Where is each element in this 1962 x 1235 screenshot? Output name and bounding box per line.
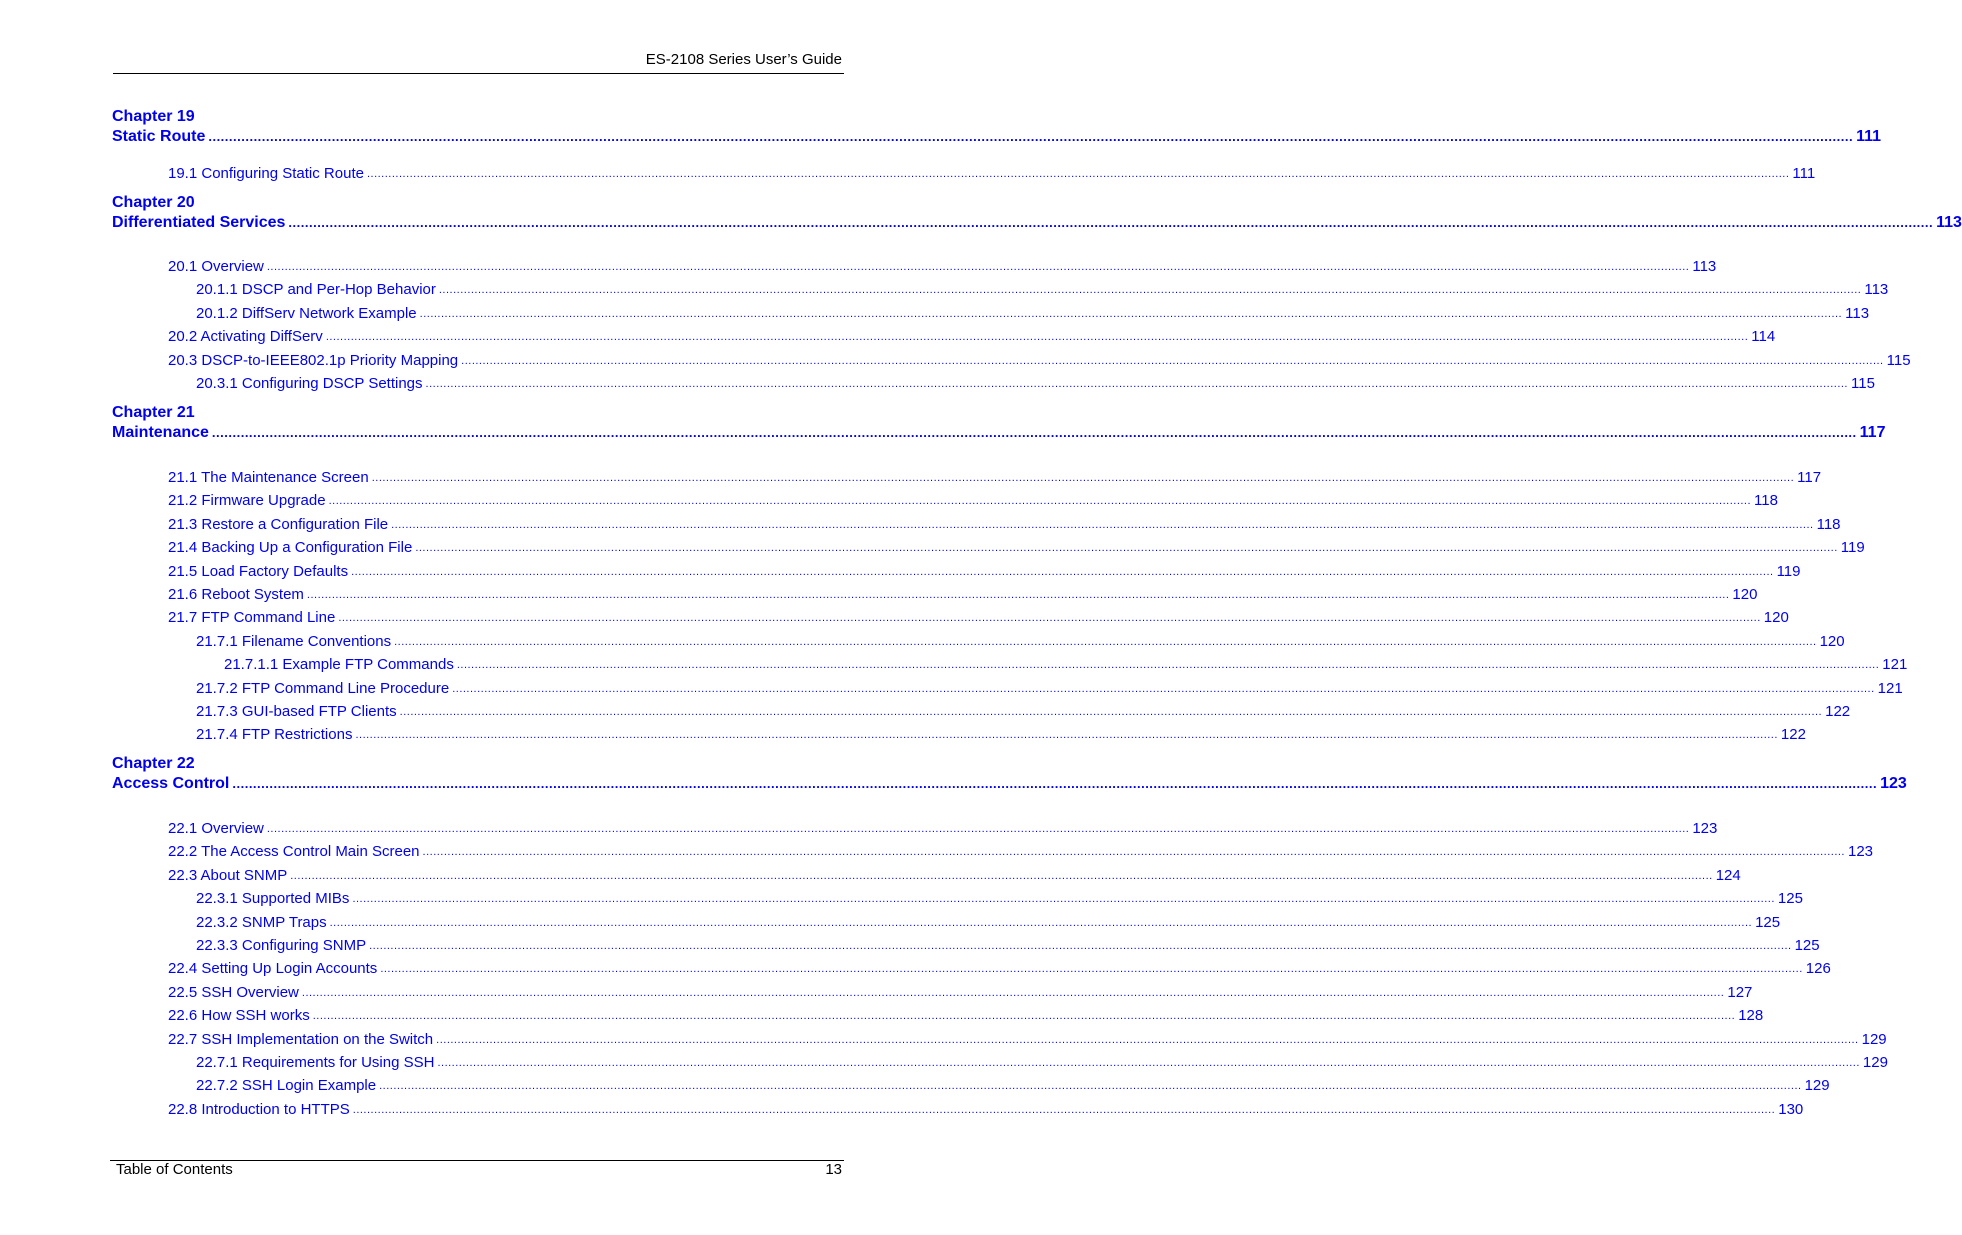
dot-leader: ................................................................................................................................................................................................................................................................................................................................................................................................................ xyxy=(380,963,1803,976)
toc-section-entry[interactable] xyxy=(196,280,1889,300)
dot-leader: ................................................................................................................................................................................................................................................................................................................................................................................................................ xyxy=(436,1033,1859,1046)
toc-section-entry[interactable] xyxy=(168,585,1758,605)
section-page-number: 129 xyxy=(1861,1030,1887,1048)
section-page-number: 115 xyxy=(1851,375,1875,392)
section-title: 21.3 Restore a Configuration File xyxy=(168,515,389,533)
section-title: 21.4 Backing Up a Configuration File xyxy=(168,539,413,557)
dot-leader: ................................................................................................................................................................................................................................................................................................................................................................................................................ xyxy=(369,940,1792,952)
chapter-page-number: 113 xyxy=(1936,214,1962,231)
dot-leader: ................................................................................................................................................................................................................................................................................................................................................................................................................ xyxy=(301,986,1725,999)
section-title: 22.7.1 Requirements for Using SSH xyxy=(196,1054,435,1071)
dot-leader: ................................................................................................................................................................................................................................................................................................................................................................................................................ xyxy=(232,776,1878,791)
page-number: 13 xyxy=(825,1161,842,1178)
toc-section-entry[interactable] xyxy=(196,679,1903,699)
toc-section-entry[interactable] xyxy=(168,1100,1804,1120)
chapter-page-number: 117 xyxy=(1859,424,1886,441)
section-title: 20.2 Activating DiffServ xyxy=(168,328,323,346)
toc-section-entry[interactable] xyxy=(168,468,1822,488)
section-title: 22.7 SSH Implementation on the Switch xyxy=(168,1030,434,1048)
dot-leader: ................................................................................................................................................................................................................................................................................................................................................................................................................ xyxy=(208,129,1854,144)
toc-section-entry[interactable] xyxy=(196,936,1820,956)
section-title: 22.3.2 SNMP Traps xyxy=(196,913,327,931)
section-page-number: 121 xyxy=(1877,679,1903,697)
section-page-number: 113 xyxy=(1692,258,1717,275)
dot-leader: ................................................................................................................................................................................................................................................................................................................................................................................................................ xyxy=(351,565,1774,578)
section-page-number: 129 xyxy=(1862,1054,1888,1071)
chapter-label[interactable]: Chapter 19 xyxy=(112,108,195,125)
section-page-number: 122 xyxy=(1825,703,1851,720)
section-title: 22.8 Introduction to HTTPS xyxy=(168,1100,350,1118)
chapter-title: Differentiated Services xyxy=(112,214,286,231)
section-page-number: 115 xyxy=(1886,351,1911,369)
dot-leader: ................................................................................................................................................................................................................................................................................................................................................................................................................ xyxy=(288,215,1934,230)
section-page-number: 129 xyxy=(1804,1077,1830,1095)
toc-section-entry[interactable] xyxy=(168,164,1816,184)
section-title: 22.4 Setting Up Login Accounts xyxy=(168,960,378,978)
dot-leader: ................................................................................................................................................................................................................................................................................................................................................................................................................ xyxy=(366,168,1790,180)
section-title: 21.2 Firmware Upgrade xyxy=(168,492,326,510)
chapter-entry[interactable] xyxy=(112,774,1907,794)
dot-leader: ................................................................................................................................................................................................................................................................................................................................................................................................................ xyxy=(415,542,1838,555)
section-title: 22.2 The Access Control Main Screen xyxy=(168,843,420,861)
toc-section-entry[interactable] xyxy=(168,538,1865,558)
dot-leader: ................................................................................................................................................................................................................................................................................................................................................................................................................ xyxy=(329,916,1753,929)
dot-leader: ................................................................................................................................................................................................................................................................................................................................................................................................................ xyxy=(419,307,1843,320)
section-page-number: 120 xyxy=(1732,586,1758,603)
dot-leader: ................................................................................................................................................................................................................................................................................................................................................................................................................ xyxy=(328,495,1752,508)
section-page-number: 121 xyxy=(1882,656,1908,674)
dot-leader: ................................................................................................................................................................................................................................................................................................................................................................................................................ xyxy=(266,823,1690,835)
section-page-number: 119 xyxy=(1840,539,1865,557)
toc-section-entry[interactable] xyxy=(196,1076,1830,1096)
dot-leader: ................................................................................................................................................................................................................................................................................................................................................................................................................ xyxy=(306,589,1730,601)
toc-section-entry[interactable] xyxy=(224,655,1908,675)
toc-section-entry[interactable] xyxy=(168,515,1841,535)
section-title: 21.7 FTP Command Line xyxy=(168,609,336,627)
section-page-number: 123 xyxy=(1692,820,1718,837)
section-title: 21.5 Load Factory Defaults xyxy=(168,562,349,580)
toc-section-entry[interactable] xyxy=(196,725,1806,745)
section-page-number: 120 xyxy=(1819,632,1845,650)
chapter-page-number: 111 xyxy=(1856,128,1882,145)
section-title: 21.7.1 Filename Conventions xyxy=(196,632,392,650)
dot-leader: ................................................................................................................................................................................................................................................................................................................................................................................................................ xyxy=(425,378,1848,390)
dot-leader: ................................................................................................................................................................................................................................................................................................................................................................................................................ xyxy=(422,846,1845,859)
toc-section-entry[interactable] xyxy=(196,702,1851,722)
chapter-label[interactable]: Chapter 22 xyxy=(112,755,195,772)
dot-leader: ................................................................................................................................................................................................................................................................................................................................................................................................................ xyxy=(371,472,1795,484)
toc-section-entry[interactable] xyxy=(168,983,1753,1003)
toc-section-entry[interactable] xyxy=(196,632,1845,652)
toc-section-entry[interactable] xyxy=(168,562,1801,582)
section-title: 20.3 DSCP-to-IEEE802.1p Priority Mapping xyxy=(168,351,459,369)
section-page-number: 113 xyxy=(1845,304,1870,322)
section-page-number: 125 xyxy=(1755,913,1781,931)
chapter-entry[interactable] xyxy=(112,127,1882,147)
toc-section-entry[interactable] xyxy=(168,351,1911,371)
section-page-number: 128 xyxy=(1738,1007,1764,1025)
section-page-number: 117 xyxy=(1797,469,1822,486)
chapter-page-number: 123 xyxy=(1880,775,1907,792)
section-title: 20.3.1 Configuring DSCP Settings xyxy=(196,375,423,392)
toc-section-entry[interactable] xyxy=(168,866,1741,886)
section-title: 19.1 Configuring Static Route xyxy=(168,165,364,182)
section-page-number: 126 xyxy=(1805,960,1831,978)
document-title: ES-2108 Series User’s Guide xyxy=(645,51,842,68)
dot-leader: ................................................................................................................................................................................................................................................................................................................................................................................................................ xyxy=(379,1080,1802,1093)
dot-leader: ................................................................................................................................................................................................................................................................................................................................................................................................................ xyxy=(437,1057,1860,1069)
dot-leader: ................................................................................................................................................................................................................................................................................................................................................................................................................ xyxy=(355,729,1778,742)
toc-section-entry[interactable] xyxy=(168,959,1831,979)
chapter-title: Access Control xyxy=(112,775,230,792)
section-page-number: 127 xyxy=(1727,983,1753,1001)
section-title: 22.6 How SSH works xyxy=(168,1007,310,1025)
dot-leader: ................................................................................................................................................................................................................................................................................................................................................................................................................ xyxy=(352,1103,1776,1116)
section-title: 22.1 Overview xyxy=(168,820,264,837)
toc-section-entry[interactable] xyxy=(168,491,1778,511)
footer-section-name: Table of Contents xyxy=(116,1161,233,1178)
section-title: 21.1 The Maintenance Screen xyxy=(168,469,369,486)
dot-leader: ................................................................................................................................................................................................................................................................................................................................................................................................................ xyxy=(456,659,1880,672)
section-page-number: 122 xyxy=(1780,726,1806,744)
section-title: 22.5 SSH Overview xyxy=(168,983,299,1001)
dot-leader: ................................................................................................................................................................................................................................................................................................................................................................................................................ xyxy=(211,425,1857,440)
section-page-number: 124 xyxy=(1715,866,1741,884)
chapter-title: Static Route xyxy=(112,128,206,145)
dot-leader: ................................................................................................................................................................................................................................................................................................................................................................................................................ xyxy=(399,706,1823,718)
dot-leader: ................................................................................................................................................................................................................................................................................................................................................................................................................ xyxy=(394,635,1817,648)
section-page-number: 113 xyxy=(1864,281,1889,299)
section-title: 21.7.2 FTP Command Line Procedure xyxy=(196,679,450,697)
section-page-number: 118 xyxy=(1816,515,1841,533)
toc-section-entry[interactable] xyxy=(196,913,1781,933)
toc-section-entry[interactable] xyxy=(168,842,1874,862)
chapter-label[interactable]: Chapter 20 xyxy=(112,194,195,211)
toc-section-entry[interactable] xyxy=(168,257,1717,277)
toc-section-entry[interactable] xyxy=(168,608,1789,628)
toc-section-entry[interactable] xyxy=(196,304,1870,324)
section-title: 20.1.1 DSCP and Per-Hop Behavior xyxy=(196,281,436,299)
dot-leader: ................................................................................................................................................................................................................................................................................................................................................................................................................ xyxy=(391,518,1814,531)
section-page-number: 125 xyxy=(1794,937,1820,954)
dot-leader: ................................................................................................................................................................................................................................................................................................................................................................................................................ xyxy=(266,261,1690,273)
section-title: 22.3.1 Supported MIBs xyxy=(196,890,350,908)
section-page-number: 123 xyxy=(1848,843,1874,861)
dot-leader: ................................................................................................................................................................................................................................................................................................................................................................................................................ xyxy=(452,682,1875,695)
dot-leader: ................................................................................................................................................................................................................................................................................................................................................................................................................ xyxy=(338,612,1761,625)
toc-section-entry[interactable] xyxy=(196,374,1875,394)
dot-leader: ................................................................................................................................................................................................................................................................................................................................................................................................................ xyxy=(461,354,1884,367)
section-title: 21.7.3 GUI-based FTP Clients xyxy=(196,703,397,720)
section-page-number: 119 xyxy=(1776,562,1801,580)
chapter-entry[interactable] xyxy=(112,213,1962,233)
dot-leader: ................................................................................................................................................................................................................................................................................................................................................................................................................ xyxy=(325,331,1749,344)
dot-leader: ................................................................................................................................................................................................................................................................................................................................................................................................................ xyxy=(312,1010,1736,1023)
section-page-number: 111 xyxy=(1792,165,1816,182)
section-title: 20.1 Overview xyxy=(168,258,264,275)
dot-leader: ................................................................................................................................................................................................................................................................................................................................................................................................................ xyxy=(290,869,1713,882)
section-page-number: 130 xyxy=(1778,1100,1804,1118)
section-title: 21.7.1.1 Example FTP Commands xyxy=(224,656,454,674)
toc-section-entry[interactable] xyxy=(168,1030,1887,1050)
section-page-number: 114 xyxy=(1751,328,1776,346)
toc-section-entry[interactable] xyxy=(196,889,1803,909)
section-title: 21.7.4 FTP Restrictions xyxy=(196,726,353,744)
section-title: 21.6 Reboot System xyxy=(168,586,304,603)
toc-section-entry[interactable] xyxy=(168,819,1718,839)
toc-section-entry[interactable] xyxy=(196,1053,1888,1073)
section-title: 22.3.3 Configuring SNMP xyxy=(196,937,367,954)
section-title: 22.7.2 SSH Login Example xyxy=(196,1077,377,1095)
section-title: 20.1.2 DiffServ Network Example xyxy=(196,304,417,322)
chapter-title: Maintenance xyxy=(112,424,209,441)
chapter-label[interactable]: Chapter 21 xyxy=(112,404,195,421)
section-page-number: 120 xyxy=(1763,609,1789,627)
toc-section-entry[interactable] xyxy=(168,1006,1764,1026)
dot-leader: ................................................................................................................................................................................................................................................................................................................................................................................................................ xyxy=(352,893,1775,906)
section-title: 22.3 About SNMP xyxy=(168,866,288,884)
dot-leader: ................................................................................................................................................................................................................................................................................................................................................................................................................ xyxy=(438,284,1862,297)
toc-section-entry[interactable] xyxy=(168,327,1776,347)
chapter-entry[interactable] xyxy=(112,423,1886,443)
section-page-number: 125 xyxy=(1777,890,1803,908)
section-page-number: 118 xyxy=(1754,492,1778,510)
